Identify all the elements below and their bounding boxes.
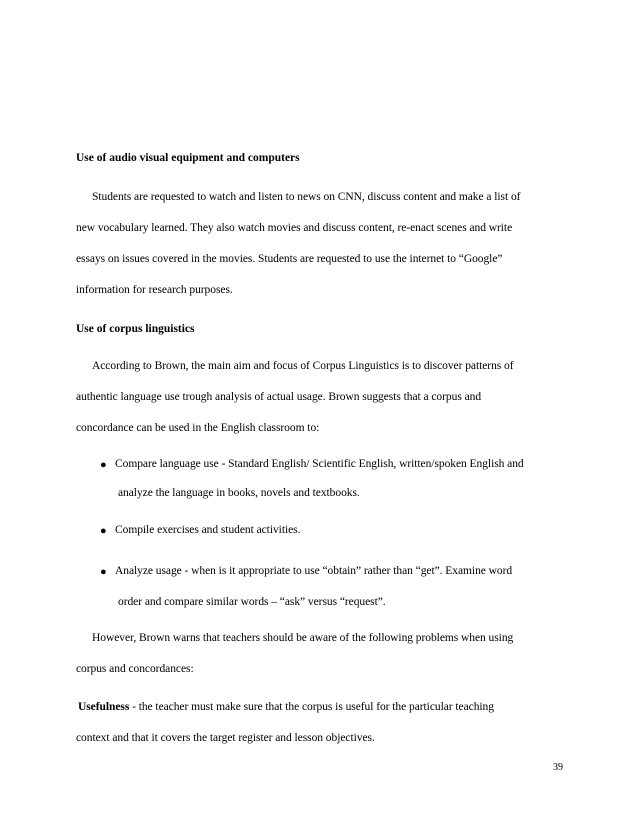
bullet-line: order and compare similar words – “ask” versus “request”. (118, 596, 386, 608)
bullet-icon: ● (100, 459, 107, 471)
bullet-line: Compile exercises and student activities. (115, 524, 301, 536)
paragraph-line: According to Brown, the main aim and focus of Corpus Linguistics is to discover patterns of (92, 360, 514, 372)
section-heading-audio-visual: Use of audio visual equipment and computers (76, 152, 300, 164)
paragraph-line: However, Brown warns that teachers should be aware of the following problems when using (92, 632, 514, 644)
paragraph-line: essays on issues covered in the movies. Students are requested to use the internet to “Google” (76, 253, 503, 265)
section-heading-corpus-linguistics: Use of corpus linguistics (76, 323, 195, 335)
bullet-icon: ● (100, 525, 107, 537)
bullet-line: analyze the language in books, novels and textbooks. (118, 487, 360, 499)
bullet-line: Analyze usage - when is it appropriate to use “obtain” rather than “get”. Examine word (115, 565, 513, 577)
paragraph-line: corpus and concordances: (76, 663, 194, 675)
paragraph-line: information for research purposes. (76, 284, 233, 296)
paragraph-line: context and that it covers the target register and lesson objectives. (76, 732, 375, 744)
bullet-icon: ● (100, 566, 107, 578)
paragraph-line: new vocabulary learned. They also watch movies and discuss content, re-enact scenes and write (76, 222, 513, 234)
paragraph-line: concordance can be used in the English classroom to: (76, 422, 320, 434)
usefulness-term: Usefulness (78, 701, 130, 713)
page-number: 39 (553, 762, 563, 773)
usefulness-text: - the teacher must make sure that the corpus is useful for the particular teaching (129, 701, 494, 713)
usefulness-line (78, 701, 494, 713)
bullet-line: Compare language use - Standard English/ Scientific English, written/spoken English and (115, 458, 524, 470)
paragraph-line: Students are requested to watch and listen to news on CNN, discuss content and make a list of (92, 191, 521, 203)
paragraph-line: authentic language use trough analysis of actual usage. Brown suggests that a corpus and (76, 391, 482, 403)
